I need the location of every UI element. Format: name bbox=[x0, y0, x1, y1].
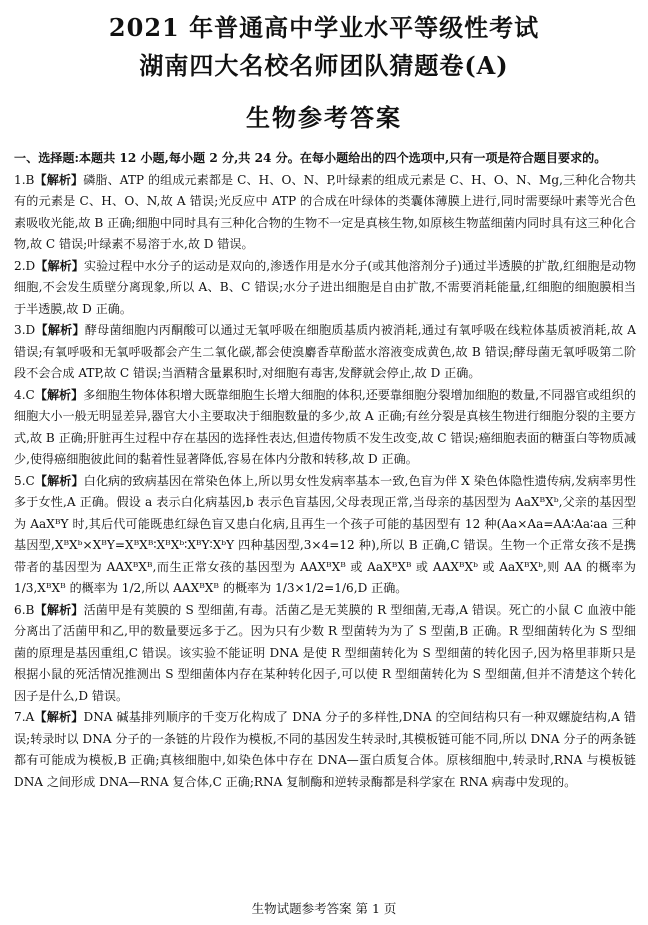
analysis-tag: 【解析】 bbox=[34, 172, 84, 187]
question-number: 7. bbox=[14, 710, 26, 724]
answer-content bbox=[14, 148, 636, 793]
exam-title: 2021 年普通高中学业水平等级性考试 bbox=[108, 13, 540, 42]
answer-letter: A bbox=[25, 710, 35, 724]
question-number: 2. bbox=[14, 258, 26, 273]
question-5 bbox=[14, 471, 636, 600]
question-1 bbox=[14, 170, 636, 256]
exam-subtitle: 湖南四大名校名师团队猜题卷(A) bbox=[139, 51, 509, 80]
question-3 bbox=[14, 320, 636, 385]
analysis-text: 白化病的致病基因在常染色体上,所以男女性发病率基本一致,色盲为伴 X 染色体隐性遗传病,发病率男性多于女性,A 正确。假设 a 表示白化病基因,b 表示色盲基因,父母表现正常,当母亲的基因型为 AaXᴮXᵇ,父亲的基因型为 AaXᴮY 时,其后代可能既患红绿色盲又患白化病,且再生一个孩子可能的基因型有 12 种(Aa×Aa=AA∶Aa∶aa 三种基因型,XᴮXᵇ×XᴮY=XᴮXᴮ∶XᴮXᵇ∶XᴮY∶XᵇY 四种基因型,3×4=12 种),所以 B 正确,C 错误。生物一个正常女孩不是携带者的基因型为 AAXᴮXᴮ,而生正常女孩的基因型为 AAXᴮXᴮ 或 AaXᴮXᴮ 或 AAXᴮXᵇ 或 AaXᴮXᵇ,则 AA 的概率为 1/3,XᴮXᴮ 的概率为 1/2,所以 AAXᴮXᴮ 的概率为 1/3×1/2=1/6,D 正确。 bbox=[14, 473, 636, 595]
analysis-tag: 【解析】 bbox=[35, 258, 84, 273]
analysis-text: 实验过程中水分子的运动是双向的,渗透作用是水分子(或其他溶剂分子)通过半透膜的扩散,红细胞是动物细胞,不会发生质壁分离现象,所以 A、B、C 错误;水分子进出细胞是自由扩散,不需要消耗能量,红细胞的细胞膜相当于半透膜,故 D 正确。 bbox=[14, 258, 636, 316]
answer-letter: C bbox=[25, 387, 35, 402]
answer-letter: D bbox=[25, 258, 36, 273]
question-6 bbox=[14, 600, 636, 708]
question-7 bbox=[14, 707, 636, 793]
analysis-text: DNA 碱基排列顺序的千变万化构成了 DNA 分子的多样性,DNA 的空间结构只有一种双螺旋结构,A 错误;转录时以 DNA 分子的一条链的片段作为模板,不同的基因发生转录时,其模板链可能不同,所以 DNA 分子的两条链都有可能成为模板,B 正确;真核细胞中,如染色体中存在 DNA—蛋白质复合体。原核细胞中,转录时,RNA 与模板链 DNA 之间形成 DNA—RNA 复合体,C 正确;RNA 复制酶和逆转录酶都是科学家在 RNA 病毒中发现的。 bbox=[14, 710, 636, 789]
analysis-text: 磷脂、ATP 的组成元素都是 C、H、O、N、P,叶绿素的组成元素是 C、H、O、N、Mg,三种化合物共有的元素是 C、H、O、N,故 A 错误;光反应中 ATP 的合成在叶绿体的类囊体薄膜上进行,同时需要绿叶素等光合色素吸收光能,故 B 正确;细胞中同时具有三种化合物的生物不一定是真核生物,如原核生物蓝细菌内同时具有这三种化合物,故 C 错误;叶绿素不易溶于水,故 D 错误。 bbox=[14, 172, 636, 251]
section-heading: 一、选择题:本题共 12 小题,每小题 2 分,共 24 分。在每小题给出的四个选项中,只有一项是符合题目要求的。 bbox=[14, 151, 607, 165]
analysis-tag: 【解析】 bbox=[34, 602, 84, 617]
question-number: 3. bbox=[14, 323, 26, 337]
analysis-tag: 【解析】 bbox=[34, 710, 84, 724]
analysis-text: 酵母菌细胞内丙酮酸可以通过无氧呼吸在细胞质基质内被消耗,通过有氧呼吸在线粒体基质被消耗,故 A 错误;有氧呼吸和无氧呼吸都会产生二氧化碳,都会使溴麝香草酚蓝水溶液变成黄色,故 B 错误;酵母菌无氧呼吸第二阶段不会合成 ATP,故 C 错误;当酒精含量累积时,对细胞有毒害,发酵就会停止,故 D 正确。 bbox=[14, 323, 636, 380]
question-2 bbox=[14, 256, 636, 321]
answer-key-title: 生物参考答案 bbox=[246, 103, 402, 132]
analysis-text: 活菌甲是有荚膜的 S 型细菌,有毒。活菌乙是无荚膜的 R 型细菌,无毒,A 错误。死亡的小鼠 C 血液中能分离出了活菌甲和乙,甲的数量要远多于乙。因为只有少数 R 型菌转为为了 S 型菌,B 正确。R 型细菌转化为 S 型细菌的原理是基因重组,C 错误。该实验不能证明 DNA 是使 R 型细菌转化为 S 型细菌的转化因子,因为格里菲斯只是根据小鼠的死活情况推测出 S 型细菌体内存在某种转化因子,可以使 R 型细菌转化为 S 型细菌,但并不清楚这个转化因子是什么,D 错误。 bbox=[14, 602, 636, 703]
answer-letter: B bbox=[25, 602, 35, 617]
question-number: 5. bbox=[14, 473, 26, 488]
analysis-tag: 【解析】 bbox=[34, 387, 84, 402]
answer-letter: D bbox=[25, 323, 36, 337]
question-4 bbox=[14, 385, 636, 471]
question-number: 1. bbox=[14, 172, 26, 187]
analysis-tag: 【解析】 bbox=[34, 473, 84, 488]
question-number: 6. bbox=[14, 602, 26, 617]
answer-letter: C bbox=[25, 473, 35, 488]
analysis-text: 多细胞生物体体积增大既靠细胞生长增大细胞的体积,还要靠细胞分裂增加细胞的数量,不同器官或组织的细胞大小一般无明显差异,器官大小主要取决于细胞数量的多少,故 A 正确;有丝分裂是真核生物进行细胞分裂的主要方式,故 B 正确;肝脏再生过程中存在基因的选择性表达,但遗传物质不发生改变,故 C 错误;癌细胞表面的糖蛋白等物质减少,使得癌细胞彼此间的黏着性显著降低,容易在体内分散和转移,故 D 正确。 bbox=[14, 387, 636, 466]
analysis-tag: 【解析】 bbox=[35, 323, 85, 337]
question-number: 4. bbox=[14, 387, 26, 402]
answer-letter: B bbox=[25, 172, 35, 187]
page-footer: 生物试题参考答案 第 1 页 bbox=[251, 901, 397, 916]
